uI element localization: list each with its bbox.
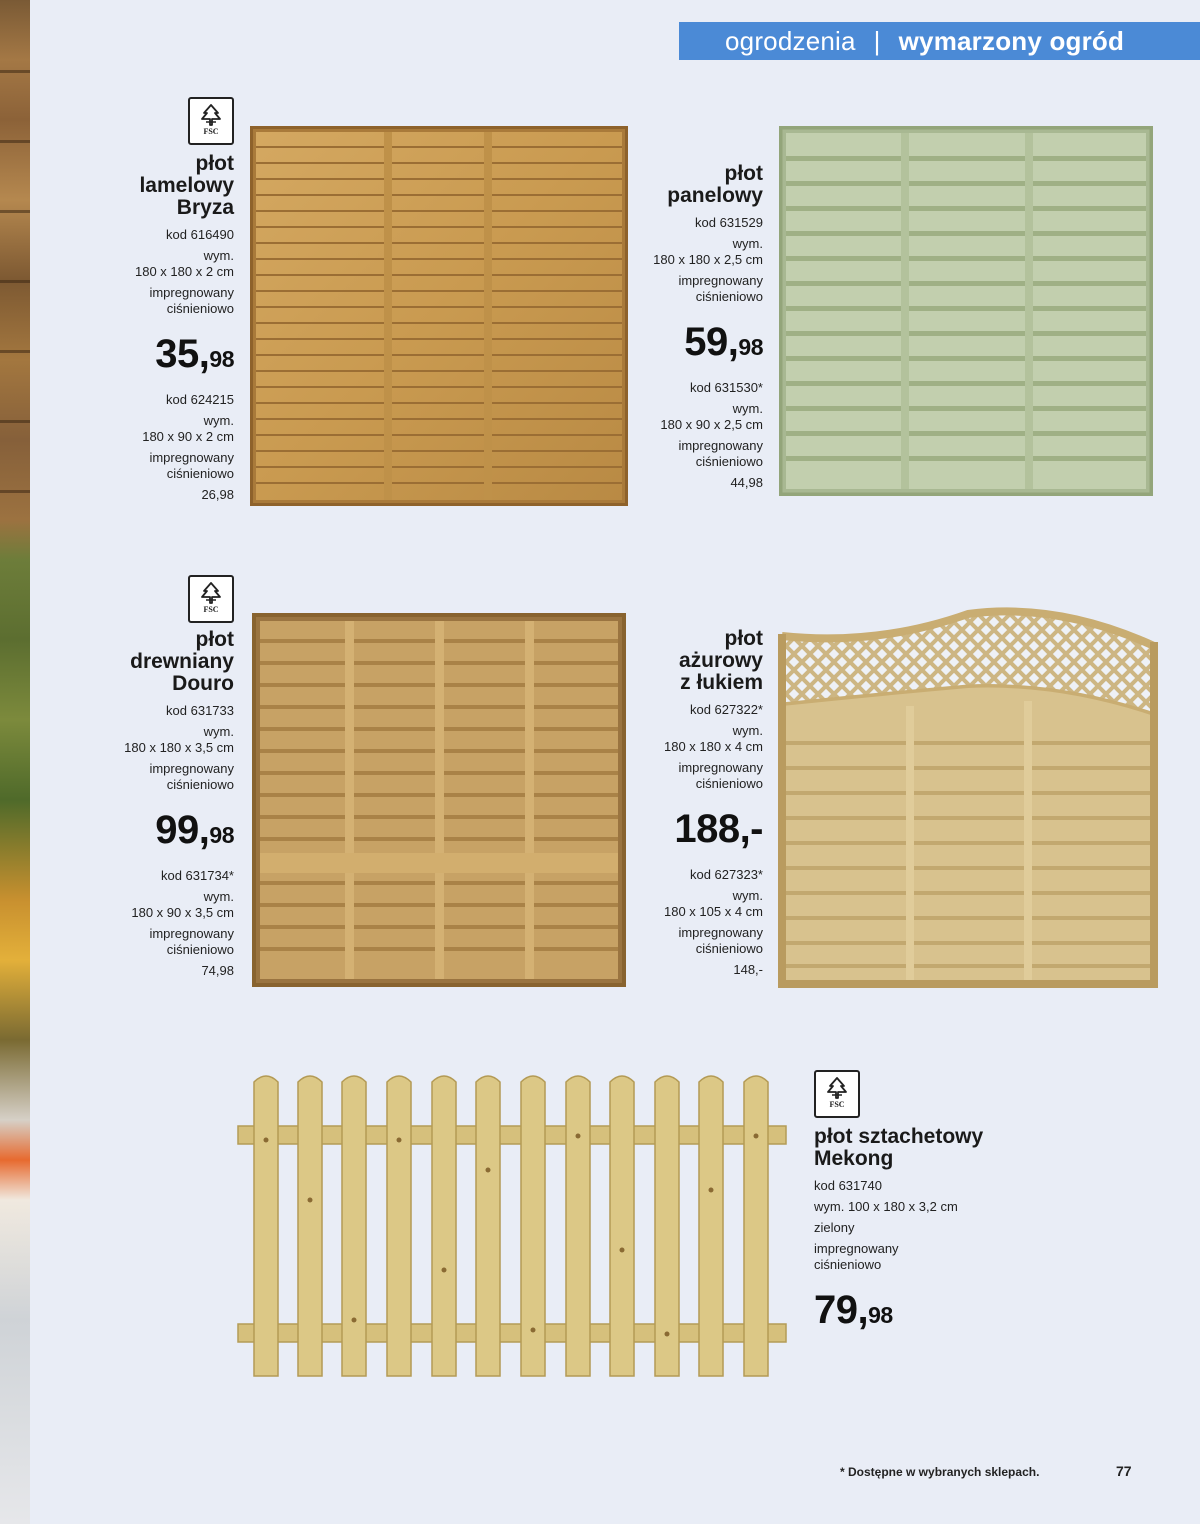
product-code: kod 631733	[166, 703, 234, 718]
treatment: impregnowany	[149, 285, 234, 300]
dimensions: 180 x 90 x 2 cm	[142, 429, 234, 444]
dimensions: 180 x 90 x 3,5 cm	[131, 905, 234, 920]
treatment: ciśnieniowo	[695, 776, 763, 791]
variant-code: kod 627323*	[689, 867, 763, 882]
product-title-line: z łukiem	[680, 671, 763, 694]
treatment: impregnowany	[678, 925, 763, 940]
price-main: 99,	[155, 808, 210, 852]
product-douro-info	[80, 629, 234, 979]
product-title-line: płot	[195, 152, 234, 175]
fsc-label: FSC	[829, 1100, 845, 1109]
dimensions: 180 x 105 x 4 cm	[664, 904, 763, 919]
fsc-tree-icon	[824, 1076, 850, 1100]
fence-azurowy-image	[778, 606, 1158, 988]
price-cents: 98	[209, 822, 234, 848]
variant-code: kod 631734*	[160, 868, 234, 883]
fence-douro-image	[252, 613, 626, 987]
fsc-logo-icon	[188, 97, 234, 145]
treatment: ciśnieniowo	[166, 942, 234, 957]
fsc-label: FSC	[203, 605, 219, 614]
product-title-line: płot	[724, 162, 763, 185]
treatment: ciśnieniowo	[166, 777, 234, 792]
product-code: kod 631740	[814, 1178, 882, 1193]
availability-footnote: * Dostępne w wybranych sklepach.	[840, 1465, 1040, 1479]
treatment: ciśnieniowo	[814, 1257, 882, 1272]
price-cents: 98	[738, 334, 763, 360]
product-color: zielony	[814, 1220, 855, 1235]
treatment: impregnowany	[678, 273, 763, 288]
price-main: 59,	[684, 320, 739, 364]
price	[80, 331, 234, 382]
treatment: impregnowany	[149, 761, 234, 776]
price	[610, 319, 763, 370]
header-separator: |	[873, 25, 881, 56]
dimensions: 180 x 180 x 2 cm	[135, 264, 234, 279]
variant-price: 44,98	[730, 475, 763, 490]
section-header	[679, 22, 1200, 60]
treatment: impregnowany	[678, 760, 763, 775]
variant-code: kod 624215	[166, 392, 234, 407]
product-bryza-info	[80, 153, 234, 503]
treatment: impregnowany	[814, 1241, 899, 1256]
fsc-logo-icon	[814, 1070, 860, 1118]
dim-label: wym.	[732, 888, 763, 903]
fsc-tree-icon	[198, 581, 224, 605]
treatment: ciśnieniowo	[695, 289, 763, 304]
product-mekong-info	[814, 1126, 1054, 1338]
product-azurowy-info	[600, 628, 763, 978]
product-code: kod 616490	[166, 227, 234, 242]
fsc-logo-icon	[188, 575, 234, 623]
price	[80, 807, 234, 858]
treatment: impregnowany	[149, 450, 234, 465]
product-title-line: drewniany	[130, 650, 234, 673]
price-main: 79,	[814, 1288, 869, 1332]
dim-label: wym.	[732, 236, 763, 251]
treatment: impregnowany	[149, 926, 234, 941]
product-title-line: płot sztachetowy	[814, 1125, 984, 1148]
garden-photo-strip	[0, 0, 30, 1524]
treatment: ciśnieniowo	[695, 941, 763, 956]
product-title-line: Douro	[172, 672, 234, 695]
price-main: 188,-	[674, 807, 763, 851]
price-main: 35,	[155, 332, 210, 376]
fence-bryza-image	[250, 126, 628, 506]
product-code: kod 627322*	[689, 702, 763, 717]
product-title-line: lamelowy	[139, 174, 234, 197]
fsc-tree-icon	[198, 103, 224, 127]
variant-price: 26,98	[201, 487, 234, 502]
page-number: 77	[1116, 1463, 1132, 1479]
product-code: kod 631529	[695, 215, 763, 230]
dimensions: 180 x 180 x 4 cm	[664, 739, 763, 754]
header-section: wymarzony ogród	[898, 25, 1125, 56]
dim-label: wym.	[203, 413, 234, 428]
dim-label: wym.	[732, 723, 763, 738]
variant-code: kod 631530*	[689, 380, 763, 395]
dim-label: wym.	[203, 248, 234, 263]
dimensions: 180 x 180 x 3,5 cm	[124, 740, 234, 755]
fsc-label: FSC	[203, 127, 219, 136]
product-title-line: ażurowy	[678, 649, 763, 672]
product-panelowy-info	[610, 163, 763, 491]
price	[814, 1287, 1054, 1338]
variant-price: 74,98	[201, 963, 234, 978]
header-category: ogrodzenia	[725, 25, 856, 56]
treatment: ciśnieniowo	[166, 301, 234, 316]
product-title-line: płot	[195, 628, 234, 651]
fence-mekong-image	[236, 1070, 788, 1378]
dimensions: wym. 100 x 180 x 3,2 cm	[814, 1199, 958, 1214]
product-title-line: płot	[724, 627, 763, 650]
price-cents: 98	[209, 346, 234, 372]
dim-label: wym.	[203, 724, 234, 739]
dimensions: 180 x 180 x 2,5 cm	[653, 252, 763, 267]
product-title-line: Mekong	[814, 1147, 894, 1170]
price	[600, 806, 763, 857]
dim-label: wym.	[732, 401, 763, 416]
treatment: ciśnieniowo	[166, 466, 234, 481]
product-title-line: panelowy	[667, 184, 763, 207]
variant-price: 148,-	[733, 962, 763, 977]
dimensions: 180 x 90 x 2,5 cm	[660, 417, 763, 432]
dim-label: wym.	[203, 889, 234, 904]
treatment: ciśnieniowo	[695, 454, 763, 469]
product-title-line: Bryza	[176, 196, 234, 219]
price-cents: 98	[868, 1302, 893, 1328]
treatment: impregnowany	[678, 438, 763, 453]
fence-panelowy-image	[779, 126, 1153, 496]
